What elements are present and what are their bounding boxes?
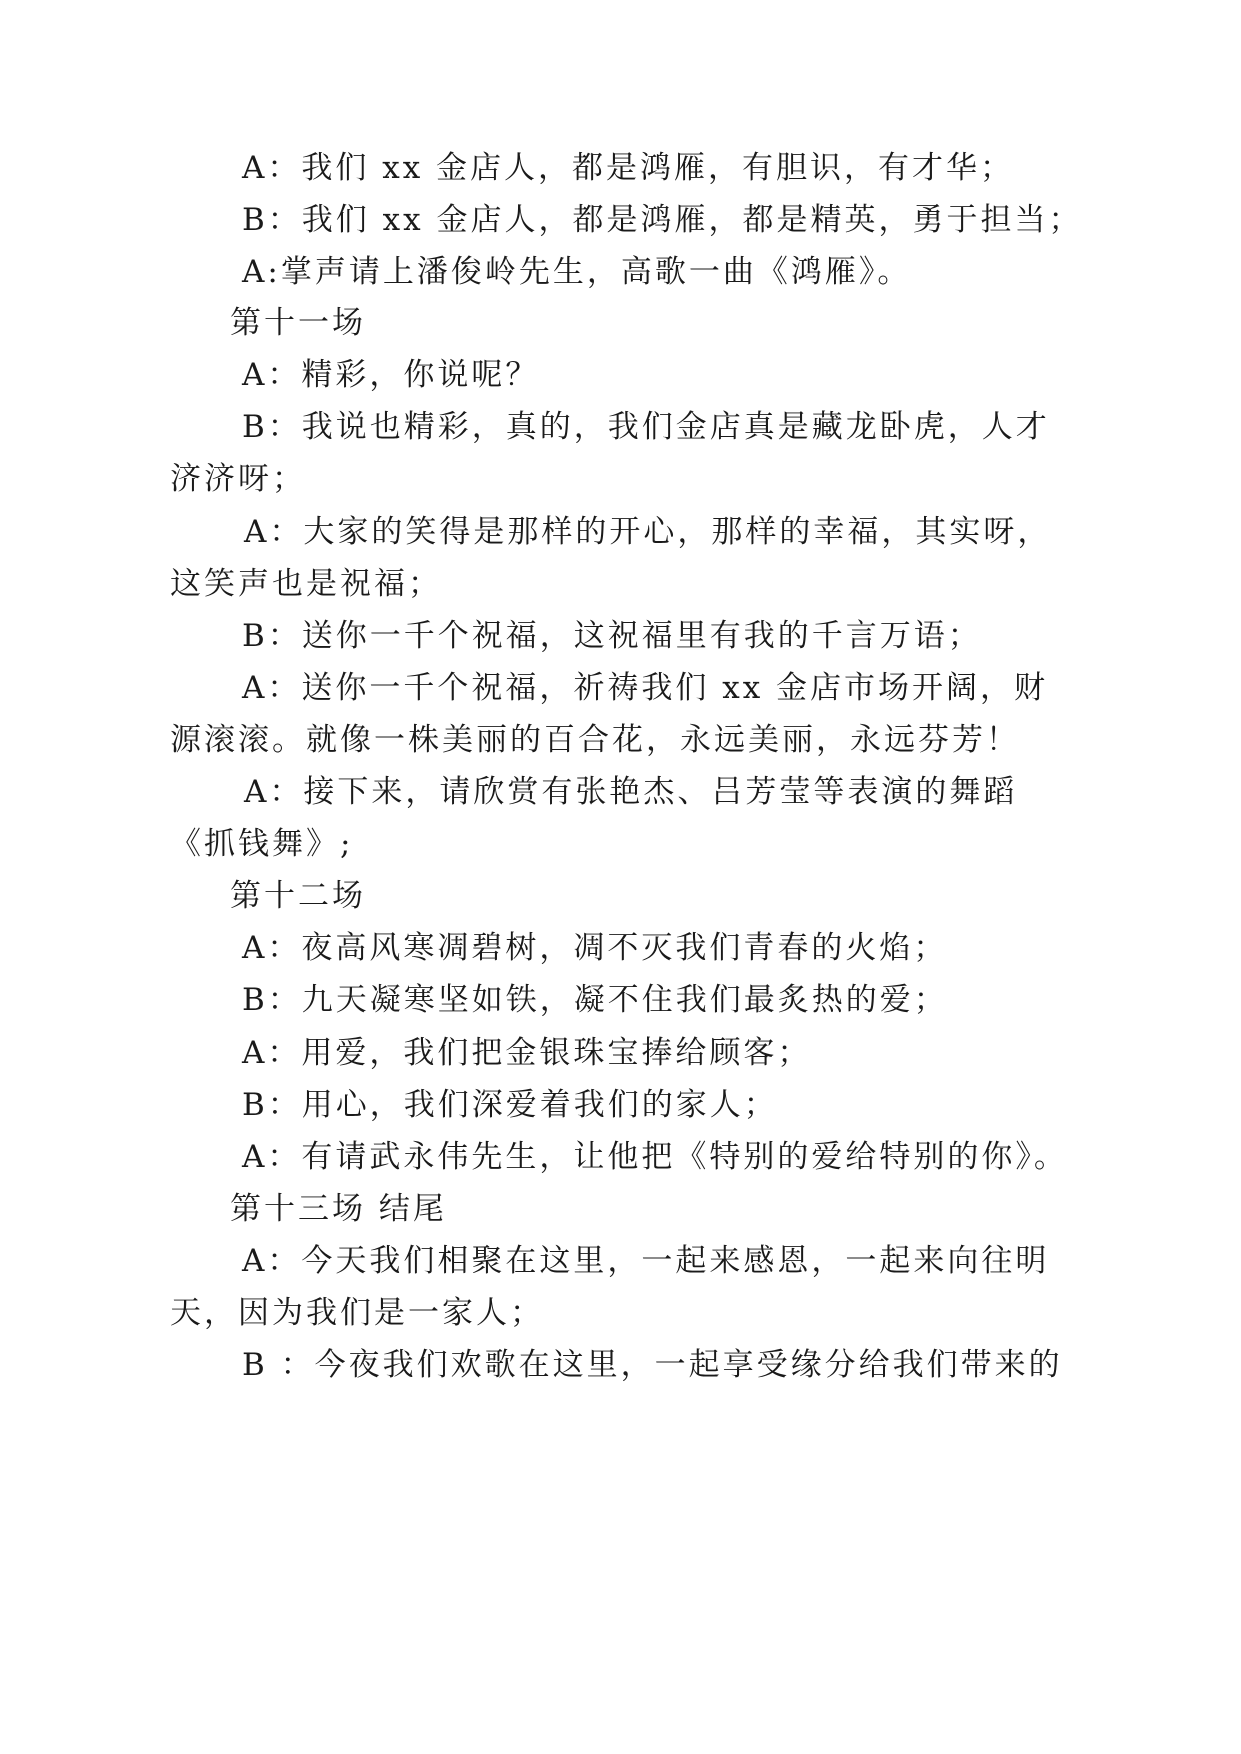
script-line: A:掌声请上潘俊岭先生，高歌一曲《鸿雁》。 bbox=[242, 254, 912, 290]
script-line: A：大家的笑得是那样的开心，那样的幸福，其实呀， bbox=[244, 514, 1052, 550]
script-line: A：送你一千个祝福，祈祷我们 xx 金店市场开阔，财 bbox=[242, 670, 1049, 706]
script-line-continuation: 济济呀； bbox=[170, 461, 306, 497]
script-line-continuation: 这笑声也是祝福； bbox=[170, 566, 442, 602]
script-line: A：用爱，我们把金银珠宝捧给顾客； bbox=[242, 1035, 812, 1071]
script-line-continuation: 天，因为我们是一家人； bbox=[170, 1295, 544, 1331]
script-line: B：九天凝寒坚如铁，凝不住我们最炙热的爱； bbox=[242, 982, 948, 1018]
script-line: B：用心，我们深爱着我们的家人； bbox=[242, 1087, 778, 1123]
script-line-continuation: 源滚滚。就像一株美丽的百合花，永远美丽，永远芬芳！ bbox=[170, 722, 1020, 758]
section-heading: 第十三场 结尾 bbox=[230, 1191, 447, 1227]
script-line: A：今天我们相聚在这里，一起来感恩，一起来向往明 bbox=[242, 1243, 1050, 1279]
section-heading: 第十二场 bbox=[230, 878, 366, 914]
section-heading: 第十一场 bbox=[230, 305, 366, 341]
script-line-continuation: 《抓钱舞》; bbox=[170, 826, 354, 862]
script-line: B：我说也精彩，真的，我们金店真是藏龙卧虎，人才 bbox=[242, 409, 1050, 445]
script-line: B：我们 xx 金店人，都是鸿雁，都是精英，勇于担当； bbox=[242, 202, 1083, 238]
script-line: A：夜高风寒凋碧树，凋不灭我们青春的火焰； bbox=[242, 930, 948, 966]
script-line: A：我们 xx 金店人，都是鸿雁，有胆识，有才华； bbox=[242, 150, 1015, 186]
script-line: A：有请武永伟先生，让他把《特别的爱给特别的你》。 bbox=[242, 1139, 1068, 1175]
script-line: A：精彩，你说呢？ bbox=[242, 357, 540, 393]
script-line: B ：今夜我们欢歌在这里，一起享受缘分给我们带来的 bbox=[242, 1347, 1063, 1383]
script-line: B：送你一千个祝福，这祝福里有我的千言万语； bbox=[242, 618, 982, 654]
script-line: A：接下来，请欣赏有张艳杰、吕芳莹等表演的舞蹈 bbox=[244, 774, 1018, 810]
